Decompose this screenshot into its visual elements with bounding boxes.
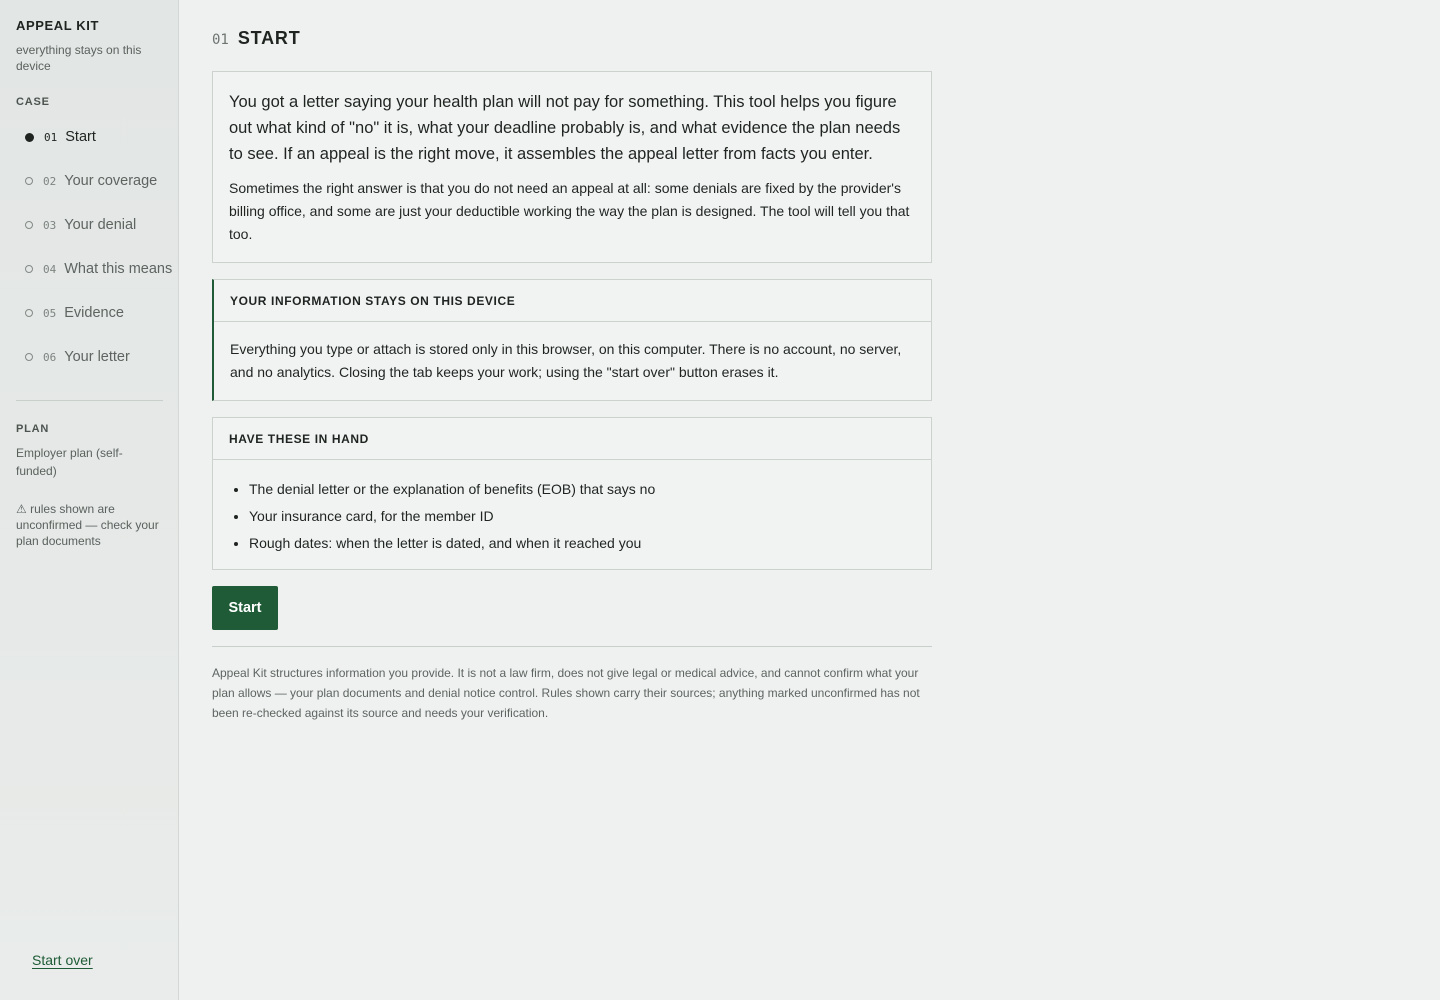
sidebar-divider (16, 400, 163, 401)
app-title: APPEAL KIT (16, 18, 100, 33)
case-section-label: CASE (16, 96, 50, 108)
nav-item-number: 01 (44, 130, 58, 144)
nav-item-label: Start (65, 129, 96, 145)
nav-item-what-this-means[interactable] (16, 254, 176, 284)
have-in-hand-heading: HAVE THESE IN HAND (213, 418, 931, 460)
nav-item-label: Your denial (64, 217, 137, 233)
nav-item-number: 02 (43, 174, 57, 188)
app-tagline: everything stays on this device (16, 43, 142, 73)
status-dot-icon (25, 133, 34, 142)
plan-value: Employer plan (self-funded) (16, 446, 123, 478)
nav-item-number: 06 (43, 350, 57, 364)
step-number: 01 (212, 32, 229, 48)
status-dot-icon (25, 221, 33, 229)
list-item: • Rough dates: when the letter is dated, and when it reached you (249, 530, 915, 557)
nav-item-label: Evidence (64, 305, 124, 321)
page-title: START (237, 28, 301, 48)
nav-item-your-denial[interactable] (16, 210, 176, 240)
status-dot-icon (25, 265, 33, 273)
legal-disclaimer: Appeal Kit structures information you provide. It is not a law firm, does not give legal or medical advice, and cannot confirm what your plan allows — your plan documents and denial notice control. Rules shown carry their sources; anything marked unconfirmed has not been re-checked against its source and needs your verification. (212, 666, 920, 720)
intro-body-text: Sometimes the right answer is that you do not need an appeal at all: some denials are fixed by the provider's billing office, and some are just your deductible working the way the plan is designed. The tool will tell you that too. (229, 180, 910, 242)
nav-item-start[interactable] (16, 122, 176, 152)
start-over-link[interactable]: Start over (32, 952, 93, 968)
have-in-hand-panel (212, 417, 932, 570)
intro-lead-text: You got a letter saying your health plan will not pay for something. This tool helps you figure out what kind of "no" it is, what your deadline probably is, and what evidence the plan needs to see. If an appeal is the right move, it assembles the appeal letter from facts you enter. (229, 93, 901, 163)
list-item: • The denial letter or the explanation of benefits (EOB) that says no (249, 476, 915, 503)
page-heading (212, 28, 301, 49)
nav-item-evidence[interactable] (16, 298, 176, 328)
sidebar (0, 0, 179, 1000)
content-divider (212, 646, 932, 647)
privacy-notice (212, 279, 932, 401)
have-in-hand-list (213, 460, 931, 557)
nav-item-number: 04 (43, 262, 57, 276)
unconfirmed-rules-warning: ⚠ rules shown are unconfirmed — check your plan documents (16, 502, 159, 548)
nav-item-label: Your letter (64, 349, 130, 365)
nav-item-number: 05 (43, 306, 57, 320)
status-dot-icon (25, 309, 33, 317)
privacy-notice-body: Everything you type or attach is stored only in this browser, on this computer. There is no account, no server, and no analytics. Closing the tab keeps your work; using the "start over" button erases it. (230, 341, 902, 380)
status-dot-icon (25, 353, 33, 361)
nav-item-your-letter[interactable] (16, 342, 176, 372)
nav-item-number: 03 (43, 218, 57, 232)
plan-section-label: PLAN (16, 423, 50, 435)
start-button[interactable]: Start (212, 586, 278, 630)
intro-panel (212, 71, 932, 263)
nav-item-label: Your coverage (64, 173, 158, 189)
status-dot-icon (25, 177, 33, 185)
nav-item-label: What this means (64, 261, 173, 277)
privacy-notice-heading: YOUR INFORMATION STAYS ON THIS DEVICE (214, 280, 931, 322)
nav-item-your-coverage[interactable] (16, 166, 176, 196)
list-item: • Your insurance card, for the member ID (249, 503, 915, 530)
